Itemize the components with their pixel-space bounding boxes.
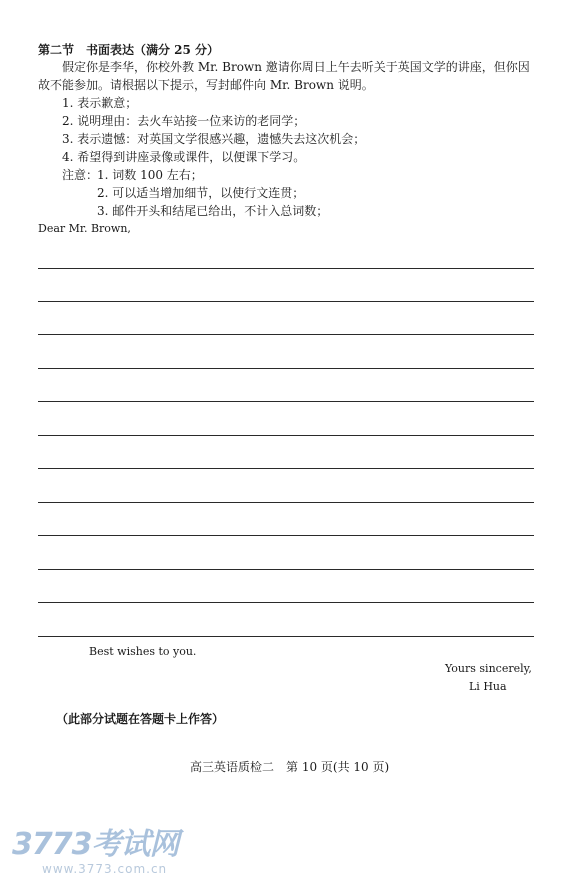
answer-line <box>38 569 534 570</box>
answer-line <box>38 268 534 269</box>
answer-line <box>38 368 534 369</box>
answer-line <box>38 636 534 637</box>
page-footer: 高三英语质检二 第 10 页(共 10 页) <box>190 760 390 774</box>
note-item: 2. 可以适当增加细节，以使行文连贯； <box>97 186 305 200</box>
letter-closing-wish: Best wishes to you. <box>89 645 197 658</box>
answer-line <box>38 535 534 536</box>
note-item: 3. 邮件开头和结尾已给出，不计入总词数； <box>97 204 329 218</box>
answer-card-note: （此部分试题在答题卡上作答） <box>56 712 225 726</box>
prompt-line-1: 假定你是李华，你校外教 Mr. Brown 邀请你周日上午去听关于英国文学的讲座，但你因 <box>62 60 530 74</box>
letter-signature: Li Hua <box>469 680 507 693</box>
watermark-brand: 3773考试网 <box>12 827 179 862</box>
point-item: 1. 表示歉意； <box>62 96 138 110</box>
notes-label: 注意： <box>62 168 99 182</box>
watermark-url: www.3773.com.cn <box>42 862 168 876</box>
point-item: 4. 希望得到讲座录像或课件，以便课下学习。 <box>62 150 306 164</box>
point-item: 2. 说明理由：去火车站接一位来访的老同学； <box>62 114 306 128</box>
letter-sign-off: Yours sincerely, <box>445 662 532 675</box>
answer-line <box>38 435 534 436</box>
answer-line <box>38 468 534 469</box>
answer-line <box>38 334 534 335</box>
section-heading: 第二节 书面表达（满分 25 分） <box>38 43 220 57</box>
answer-line <box>38 301 534 302</box>
letter-greeting: Dear Mr. Brown, <box>38 222 131 235</box>
note-item: 1. 词数 100 左右； <box>97 168 203 182</box>
point-item: 3. 表示遗憾：对英国文学很感兴趣，遗憾失去这次机会； <box>62 132 366 146</box>
answer-line <box>38 602 534 603</box>
prompt-line-2: 故不能参加。请根据以下提示，写封邮件向 Mr. Brown 说明。 <box>38 78 374 92</box>
answer-line <box>38 401 534 402</box>
answer-line <box>38 502 534 503</box>
